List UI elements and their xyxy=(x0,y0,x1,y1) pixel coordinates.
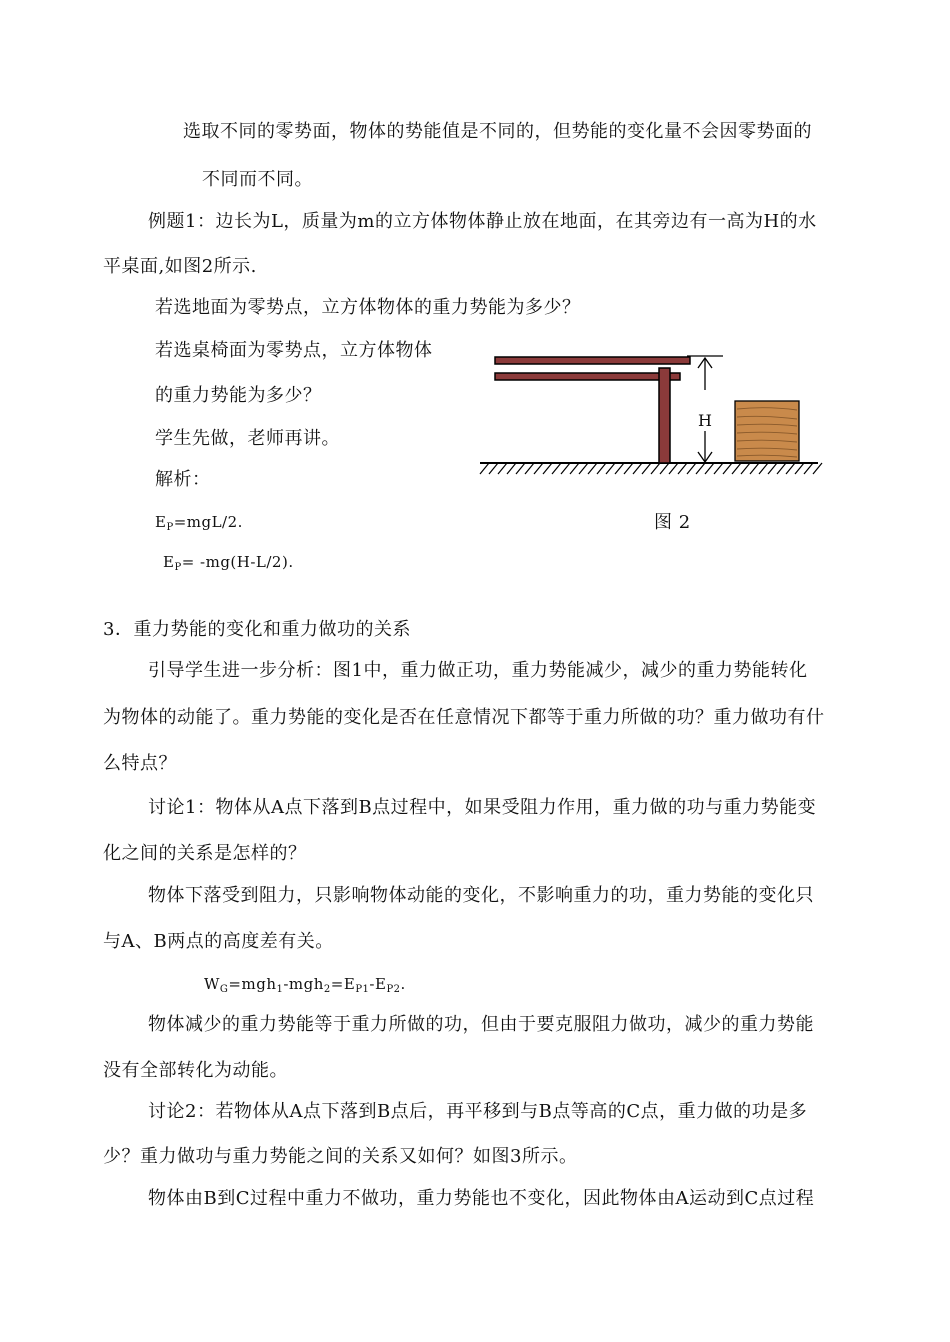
para-line: 引导学生进一步分析：图1中，重力做正功，重力势能减少，减少的重力势能转化 xyxy=(148,660,808,681)
question-2-cont: 的重力势能为多少？ xyxy=(155,385,322,406)
para-line: 为物体的动能了。重力势能的变化是否在任意情况下都等于重力所做的功？重力做功有什 xyxy=(103,707,825,728)
solution-label: 解析： xyxy=(155,469,211,490)
para-line: 少？重力做功与重力势能之间的关系又如何？如图3所示。 xyxy=(103,1146,578,1167)
equation-2: $E_P= -mg(H-L/2)$. xyxy=(163,553,294,573)
para-line: 物体由B到C过程中重力不做功，重力势能也不变化，因此物体由A运动到C点过程 xyxy=(148,1188,815,1209)
discussion-2: 讨论2：若物体从A点下落到B点后，再平移到与B点等高的C点，重力做的功是多 xyxy=(148,1101,808,1122)
para-line: 没有全部转化为动能。 xyxy=(103,1060,288,1081)
equation-1: $E_P=mgL/2$. xyxy=(155,513,243,533)
para-line: 与A、B两点的高度差有关。 xyxy=(103,931,334,952)
example-title: 例题1：边长为L，质量为m的立方体物体静止放在地面，在其旁边有一高为H的水 xyxy=(148,211,817,232)
section-heading: 3．重力势能的变化和重力做功的关系 xyxy=(103,619,411,640)
cube xyxy=(735,401,799,461)
note: 学生先做，老师再讲。 xyxy=(155,428,340,449)
table xyxy=(495,357,690,463)
ground xyxy=(480,463,822,474)
figure-2-diagram xyxy=(475,345,825,480)
height-arrow xyxy=(687,356,723,462)
figure-2 xyxy=(475,345,825,484)
para-line: 么特点？ xyxy=(103,753,177,774)
para-line: 选取不同的零势面，物体的势能值是不同的，但势能的变化量不会因零势面的 xyxy=(183,121,812,142)
question-2: 若选桌椅面为零势点，立方体物体 xyxy=(155,340,433,361)
para-line: 不同而不同。 xyxy=(202,169,313,190)
figure-caption: 图 2 xyxy=(654,512,691,533)
discussion-1: 讨论1：物体从A点下落到B点过程中，如果受阻力作用，重力做的功与重力势能变 xyxy=(148,797,817,818)
para-line: 物体下落受到阻力，只影响物体动能的变化，不影响重力的功，重力势能的变化只 xyxy=(148,885,814,906)
equation-3: $W_G=mgh_1-mgh_2=E_{P1}-E_{P2}$. xyxy=(204,975,406,995)
para-line: 平桌面,如图2所示. xyxy=(103,256,257,277)
para-line: 物体减少的重力势能等于重力所做的功，但由于要克服阻力做功，减少的重力势能 xyxy=(148,1014,814,1035)
para-line: 化之间的关系是怎样的？ xyxy=(103,843,307,864)
height-label: H xyxy=(698,411,712,430)
question-1: 若选地面为零势点，立方体物体的重力势能为多少？ xyxy=(155,297,581,318)
